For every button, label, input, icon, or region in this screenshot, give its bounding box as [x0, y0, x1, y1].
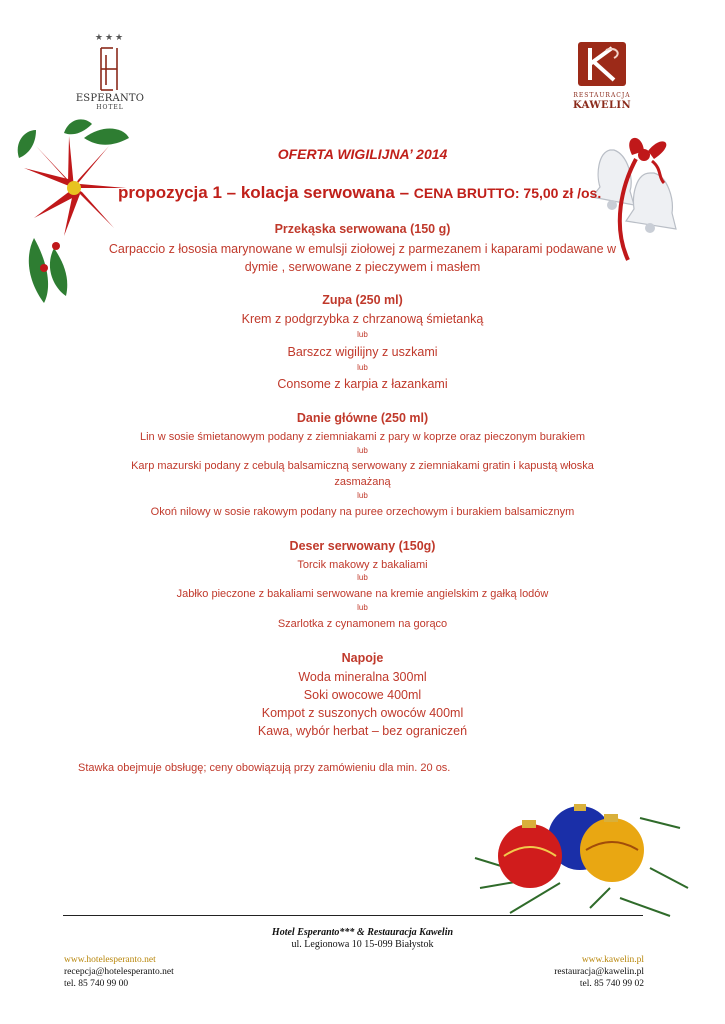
drinks-item-2: Soki owocowe 400ml — [303, 688, 422, 702]
kawelin-k-icon — [572, 40, 632, 88]
dessert-or-1: lub — [357, 573, 368, 582]
esperanto-name: ESPERANTO — [75, 93, 145, 104]
kawelin-sub: RESTAURACJA — [573, 92, 631, 99]
offer-title: OFERTA WIGILIJNA’ 2014 — [277, 146, 448, 162]
hotel-email[interactable]: recepcja@hotelesperanto.net — [64, 967, 174, 977]
drinks-heading: Napoje — [341, 651, 384, 665]
soup-item-2: Barszcz wigilijny z uszkami — [287, 345, 438, 359]
starter-heading: Przekąska serwowana (150 g) — [274, 222, 451, 236]
soup-or-1: lub — [357, 330, 368, 339]
hotel-stars: ★★★ — [94, 33, 126, 43]
kawelin-logo — [568, 40, 636, 111]
restaurant-email[interactable]: restauracja@kawelin.pl — [554, 967, 644, 977]
dessert-item-1: Torcik makowy z bakaliami — [297, 559, 428, 571]
esperanto-sub: HOTEL — [96, 104, 124, 111]
restaurant-website-link[interactable]: www.kawelin.pl — [581, 955, 644, 965]
starter-line-2: dymie , serwowane z pieczywem i masłem — [244, 260, 481, 274]
main-heading: Danie główne (250 ml) — [296, 411, 429, 425]
proposal-line — [118, 183, 601, 203]
footer-hotel-contact — [64, 954, 174, 990]
footer-address: ul. Legionowa 10 15-099 Białystok — [291, 939, 434, 950]
main-or-1: lub — [357, 446, 368, 455]
footer-restaurant-contact — [554, 954, 644, 990]
main-item-2a: Karp mazurski podany z cebulą balsamiczną serwowany z ziemniakami gratin i kapustą włoska — [131, 460, 594, 472]
proposal-text: propozycja 1 – kolacja serwowana – — [118, 183, 414, 202]
main-item-2b: zasmażaną — [334, 476, 391, 488]
esperanto-logo — [74, 34, 146, 111]
dessert-heading: Deser serwowany (150g) — [289, 539, 436, 553]
footer-divider — [63, 915, 643, 916]
starter-line-1: Carpaccio z łososia marynowane w emulsji ziołowej z parmezanem i kaparami podawane w — [108, 242, 617, 256]
hotel-website-link[interactable]: www.hotelesperanto.net — [64, 955, 156, 965]
dessert-item-2: Jabłko pieczone z bakaliami serwowane na kremie angielskim z gałką lodów — [176, 588, 549, 600]
footer-title: Hotel Esperanto*** & Restauracja Kawelin — [271, 927, 454, 938]
main-or-2: lub — [357, 491, 368, 500]
esperanto-monogram-icon — [93, 45, 127, 93]
soup-item-3: Consome z karpia z łazankami — [277, 377, 448, 391]
price-note: Stawka obejmuje obsługę; ceny obowiązują przy zamówieniu dla min. 20 os. — [78, 762, 451, 774]
hotel-phone: tel. 85 740 99 00 — [64, 979, 129, 989]
soup-item-1: Krem z podgrzybka z chrzanową śmietanką — [241, 312, 484, 326]
christmas-ornaments-icon — [470, 798, 692, 920]
drinks-item-3: Kompot z suszonych owoców 400ml — [261, 706, 464, 720]
restaurant-phone: tel. 85 740 99 02 — [579, 979, 644, 989]
drinks-item-4: Kawa, wybór herbat – bez ograniczeń — [257, 724, 468, 738]
dessert-item-3: Szarlotka z cynamonem na gorąco — [277, 618, 448, 630]
drinks-item-1: Woda mineralna 300ml — [298, 670, 427, 684]
soup-heading: Zupa (250 ml) — [322, 293, 403, 307]
proposal-price: CENA BRUTTO: 75,00 zł /os. — [413, 185, 602, 201]
main-item-1: Lin w sosie śmietanowym podany z ziemniakami z pary w koprze oraz pieczonym burakiem — [139, 431, 586, 443]
kawelin-name: KAWELIN — [572, 100, 632, 111]
dessert-or-2: lub — [357, 603, 368, 612]
soup-or-2: lub — [357, 363, 368, 372]
main-item-3: Okoń nilowy w sosie rakowym podany na puree orzechowym i burakiem balsamicznym — [150, 506, 575, 518]
